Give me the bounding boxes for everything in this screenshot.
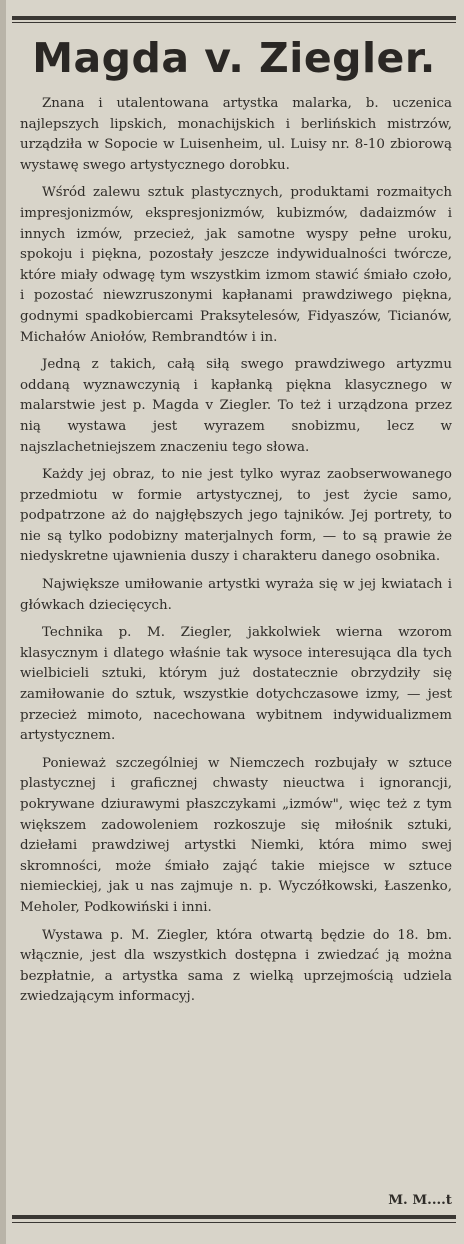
paragraph-5: Największe umiłowanie artystki wyraża się w jej kwiatach i główkach dziecięcych. — [20, 577, 452, 613]
paragraph-3: Jedną z takich, całą siłą swego prawdziwego artyzmu oddaną wyznawczynią i kapłanką piękna klasycznego w malarstwie jest p. Magda v Ziegler. To też i urządzona przez nią wystawa jest wyrazem snobizmu, lecz w najszlachetniejszem znaczeniu tego słowa. — [20, 357, 452, 455]
bottom-rule — [12, 1215, 456, 1219]
top-rule — [12, 16, 456, 20]
paragraph-4: Każdy jej obraz, to nie jest tylko wyraz zaobserwowanego przedmiotu w formie artystycznej, to jest życie samo, podpatrzone aż do najgłębszych jego tajników. Jej portrety, to nie są tylko podobizny materjalnych form, — to są prawie że niedyskretne ujawnienia duszy i charakteru danego osobnika. — [20, 467, 452, 565]
top-rule-thin — [12, 22, 456, 23]
article-title: Magda v. Ziegler. — [32, 34, 436, 82]
article-body — [20, 94, 452, 1015]
paragraph-8: Wystawa p. M. Ziegler, która otwartą będzie do 18. bm. włącznie, jest dla wszystkich dostępna i zwiedzać ją można bezpłatnie, a artystka sama z wielką uprzejmością udziela zwiedzającym informacyj. — [20, 927, 452, 1005]
paragraph-2: Wśród zalewu sztuk plastycznych, produktami rozmaitych impresjonizmów, ekspresjonizmów, kubizmów, dadaizmów i innych izmów, przecież, jak samotne wyspy pełne uroku, spokoju i piękna, pozostały jeszcze indywidualności twórcze, które miały odwagę tym wszystkim izmom stawić śmiało czoło, i pozostać niewzruszonymi kapłanami prawdziwego piękna, godnymi spadkobiercami Praksytelesów, Fidyaszów, Ticianów, Michałów Aniołów, Rembrandtów i in. — [20, 185, 452, 345]
author-signature: M. M....t — [388, 1192, 452, 1208]
bottom-rule-thin — [12, 1222, 456, 1223]
paragraph-1: Znana i utalentowana artystka malarka, b. uczenica najlepszych lipskich, monachijskich i berlińskich mistrzów, urządziła w Sopocie w Luisenheim, ul. Luisy nr. 8-10 zbiorową wystawę swego artystycznego dorobku. — [20, 96, 452, 173]
page-margin — [0, 0, 6, 1244]
paragraph-7: Ponieważ szczególniej w Niemczech rozbujały w sztuce plastycznej i graficznej chwasty nieuctwa i ignorancji, pokrywane dziurawymi płaszczykami „izmów", więc też z tym większem zadowoleniem rozkoszuje się miłośnik sztuki, dziełami prawdziwej artystki Niemki, która mimo swej skromności, może śmiało zająć takie miejsce w sztuce niemieckiej, jak u nas zajmuje n. p. Wyczółkowski, Łaszenko, Meholer, Podkowiński i inni. — [20, 755, 452, 915]
paragraph-6: Technika p. M. Ziegler, jakkolwiek wierna wzorom klasycznym i dlatego właśnie tak wysoce interesująca dla tych wielbicieli sztuki, którym już dostatecznie obrzydziły się zamiłowanie do sztuk, wszystkie dotychczasowe izmy, — jest przecież mimoto, nacechowana wybitnem indywidualizmem artystycznem. — [20, 625, 452, 744]
